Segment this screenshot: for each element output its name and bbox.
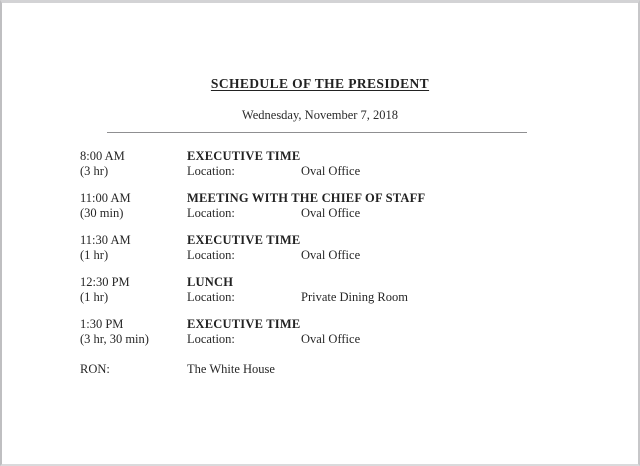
entry-title: LUNCH bbox=[187, 275, 234, 289]
schedule-entry bbox=[80, 275, 560, 305]
entry-title: EXECUTIVE TIME bbox=[187, 149, 301, 163]
ron-label: RON: bbox=[80, 362, 110, 376]
entry-time: 11:30 AM bbox=[80, 233, 131, 247]
entry-duration: (30 min) bbox=[80, 206, 124, 220]
schedule-list bbox=[80, 149, 560, 377]
entry-title: EXECUTIVE TIME bbox=[187, 233, 301, 247]
entry-location-value: Private Dining Room bbox=[301, 290, 408, 304]
entry-location-label: Location: bbox=[187, 290, 235, 304]
entry-location-value: Oval Office bbox=[301, 206, 361, 220]
entry-time: 12:30 PM bbox=[80, 275, 130, 289]
ron-row bbox=[80, 362, 560, 377]
entry-location-value: Oval Office bbox=[301, 164, 361, 178]
header-divider bbox=[107, 132, 527, 133]
entry-location-value: Oval Office bbox=[301, 248, 361, 262]
entry-time: 1:30 PM bbox=[80, 317, 124, 331]
schedule-entry bbox=[80, 317, 560, 347]
entry-duration: (3 hr) bbox=[80, 164, 109, 178]
entry-title: MEETING WITH THE CHIEF OF STAFF bbox=[187, 191, 426, 205]
document-title: SCHEDULE OF THE PRESIDENT bbox=[210, 76, 430, 91]
entry-duration: (1 hr) bbox=[80, 290, 109, 304]
entry-location-label: Location: bbox=[187, 248, 235, 262]
entry-title: EXECUTIVE TIME bbox=[187, 317, 301, 331]
entry-location-label: Location: bbox=[187, 332, 235, 346]
schedule-entry bbox=[80, 149, 560, 179]
entry-duration: (1 hr) bbox=[80, 248, 109, 262]
entry-location-label: Location: bbox=[187, 206, 235, 220]
ron-value: The White House bbox=[187, 362, 275, 376]
schedule-entry bbox=[80, 191, 560, 221]
entry-location-label: Location: bbox=[187, 164, 235, 178]
entry-time: 8:00 AM bbox=[80, 149, 125, 163]
entry-duration: (3 hr, 30 min) bbox=[80, 332, 149, 346]
document-date: Wednesday, November 7, 2018 bbox=[241, 108, 399, 122]
entry-time: 11:00 AM bbox=[80, 191, 131, 205]
entry-location-value: Oval Office bbox=[301, 332, 361, 346]
schedule-entry bbox=[80, 233, 560, 263]
